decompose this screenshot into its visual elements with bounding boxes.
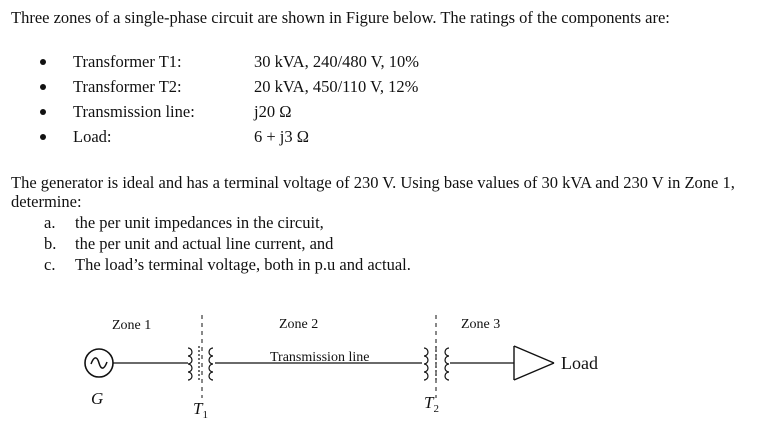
rating-value: 20 kVA, 450/110 V, 12%: [254, 77, 419, 96]
rating-name: Load:: [73, 127, 112, 146]
problem-statement: The generator is ideal and has a terminal voltage of 230 V. Using base values of 30 kVA and 230 V in Zone 1, determine:: [11, 173, 735, 211]
rating-value: 6 + j3 Ω: [254, 127, 310, 146]
task-text: the per unit impedances in the circuit,: [75, 213, 324, 232]
t1-label: $T_1$: [193, 399, 208, 421]
task-marker: c.: [44, 255, 56, 274]
transmission-line-label: Transmission line: [270, 350, 370, 365]
transformer-t2-icon: [424, 346, 449, 382]
zone-2-label: Zone 2: [279, 317, 319, 332]
generator-label: G: [91, 389, 104, 408]
task-text: The load’s terminal voltage, both in p.u and actual.: [75, 255, 411, 274]
bullet-icon: [40, 109, 46, 115]
rating-name: Transmission line:: [73, 102, 195, 121]
task-marker: b.: [44, 234, 57, 253]
bullet-icon: [40, 134, 46, 140]
zone-1-label: Zone 1: [112, 318, 152, 333]
task-marker: a.: [44, 213, 56, 232]
load-label: Load: [561, 353, 598, 373]
circuit-diagram: [0, 300, 781, 424]
problem-intro: Three zones of a single-phase circuit are shown in Figure below. The ratings of the components are:: [11, 8, 670, 27]
zone-3-label: Zone 3: [461, 317, 501, 332]
load-icon: [514, 346, 554, 380]
bullet-icon: [40, 84, 46, 90]
bullet-icon: [40, 59, 46, 65]
rating-name: Transformer T2:: [73, 77, 182, 96]
generator-icon: [85, 349, 113, 377]
t2-label: $T_2$: [424, 393, 439, 415]
rating-value: 30 kVA, 240/480 V, 10%: [254, 52, 420, 71]
rating-name: Transformer T1:: [73, 52, 182, 71]
task-text: the per unit and actual line current, and: [75, 234, 334, 253]
rating-value: j20 Ω: [254, 102, 292, 121]
transformer-t1-icon: [188, 346, 213, 382]
